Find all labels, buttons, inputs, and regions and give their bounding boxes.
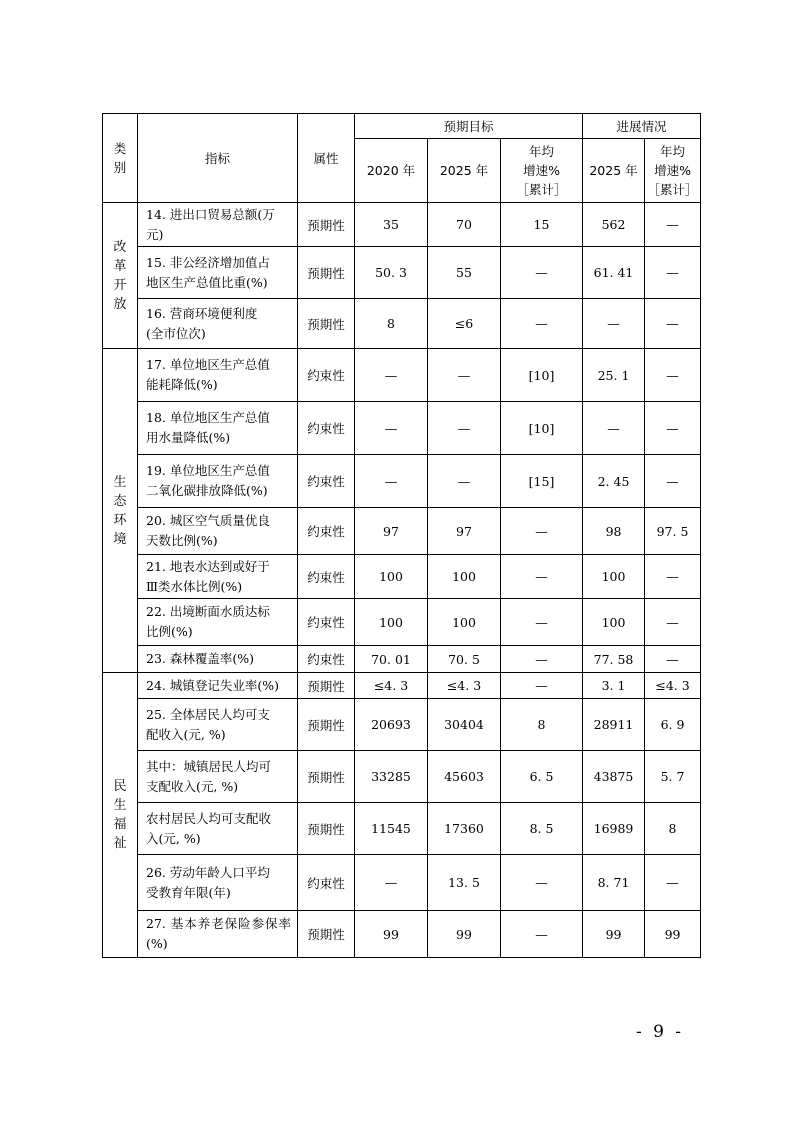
attribute-cell: 约束性: [298, 349, 355, 402]
indicator-name: [138, 247, 298, 299]
avg-growth-cell: —: [501, 299, 583, 349]
indicator-table: [102, 113, 701, 958]
page-number: - 9 -: [635, 1022, 685, 1042]
table-row: [103, 751, 701, 803]
progress-2025-cell: —: [583, 402, 645, 455]
header-category-line: 别: [113, 160, 127, 175]
value-2025-cell: —: [428, 402, 501, 455]
header-line: 年均: [529, 144, 555, 159]
indicator-name-line: 元): [146, 226, 164, 242]
value-2020-cell: 100: [355, 555, 428, 599]
attribute-cell: 约束性: [298, 455, 355, 508]
indicator-name-line: 二氧化碳排放降低(%): [146, 483, 268, 498]
value-2025-cell: ≤6: [428, 299, 501, 349]
table-row: [103, 803, 701, 855]
avg-growth-cell: —: [501, 247, 583, 299]
indicator-name-line: Ⅲ类水体比例(%): [146, 578, 243, 594]
header-2020: 2020 年: [355, 139, 428, 203]
progress-growth-cell: —: [645, 349, 701, 402]
indicator-name-line: 能耗降低(%): [146, 377, 218, 392]
progress-2025-cell: 16989: [583, 803, 645, 855]
attribute-cell: 预期性: [298, 751, 355, 803]
avg-growth-cell: —: [501, 673, 583, 699]
table-row: [103, 203, 701, 247]
indicator-name: [138, 699, 298, 751]
table-row: [103, 455, 701, 508]
value-2020-cell: 33285: [355, 751, 428, 803]
attribute-cell: 预期性: [298, 699, 355, 751]
category-char: 生: [113, 798, 127, 813]
progress-2025-cell: 99: [583, 911, 645, 958]
indicator-name: [138, 203, 298, 247]
indicator-name: [138, 855, 298, 911]
indicator-name-line: 25. 全体居民人均可支: [146, 706, 270, 722]
indicator-name-line: 23. 森林覆盖率(%): [146, 651, 254, 666]
progress-2025-cell: 98: [583, 508, 645, 555]
category-char: 福: [113, 817, 127, 832]
category-char: 态: [113, 493, 127, 509]
category-cell: [103, 673, 138, 958]
table-row: [103, 508, 701, 555]
progress-growth-cell: —: [645, 599, 701, 646]
value-2025-cell: 100: [428, 555, 501, 599]
indicator-name-line: 天数比例(%): [146, 533, 218, 548]
value-2025-cell: 100: [428, 599, 501, 646]
indicator-name-line: (全市位次): [146, 325, 206, 341]
value-2020-cell: ≤4. 3: [355, 673, 428, 699]
value-2025-cell: 99: [428, 911, 501, 958]
avg-growth-cell: [15]: [501, 455, 583, 508]
indicator-name: [138, 508, 298, 555]
indicator-name-line: 入(元, %): [146, 830, 201, 846]
attribute-cell: 预期性: [298, 803, 355, 855]
category-char: 生: [113, 474, 127, 490]
table-row: [103, 646, 701, 673]
header-line: 增速%: [654, 163, 691, 178]
value-2020-cell: 20693: [355, 699, 428, 751]
attribute-cell: 约束性: [298, 646, 355, 673]
progress-growth-cell: —: [645, 203, 701, 247]
indicator-name: [138, 646, 298, 673]
value-2025-cell: 70: [428, 203, 501, 247]
progress-growth-cell: —: [645, 555, 701, 599]
value-2025-cell: 97: [428, 508, 501, 555]
avg-growth-cell: —: [501, 646, 583, 673]
attribute-cell: 预期性: [298, 911, 355, 958]
progress-2025-cell: 77. 58: [583, 646, 645, 673]
table-row: [103, 299, 701, 349]
progress-growth-cell: 97. 5: [645, 508, 701, 555]
avg-growth-cell: —: [501, 508, 583, 555]
indicator-name-line: 比例(%): [146, 624, 193, 639]
indicator-name: [138, 673, 298, 699]
attribute-cell: 预期性: [298, 299, 355, 349]
table-row: [103, 855, 701, 911]
value-2020-cell: 11545: [355, 803, 428, 855]
indicator-name: [138, 402, 298, 455]
header-indicator: 指标: [138, 114, 298, 203]
indicator-name-line: 17. 单位地区生产总值: [146, 357, 270, 372]
attribute-cell: 约束性: [298, 855, 355, 911]
progress-growth-cell: 5. 7: [645, 751, 701, 803]
indicator-name: [138, 751, 298, 803]
category-char: 开: [113, 277, 127, 293]
indicator-name: [138, 349, 298, 402]
indicator-name: [138, 911, 298, 958]
value-2025-cell: 13. 5: [428, 855, 501, 911]
value-2025-cell: —: [428, 349, 501, 402]
indicator-name-line: 27. 基本养老保险参保率(%): [146, 916, 291, 951]
table-row: [103, 247, 701, 299]
indicator-name-line: 16. 营商环境便利度: [146, 305, 258, 321]
progress-growth-cell: —: [645, 455, 701, 508]
avg-growth-cell: [10]: [501, 402, 583, 455]
indicator-name-line: 24. 城镇登记失业率(%): [146, 677, 279, 693]
progress-2025-cell: 2. 45: [583, 455, 645, 508]
indicator-name: [138, 555, 298, 599]
table-row: [103, 599, 701, 646]
indicator-name-line: 19. 单位地区生产总值: [146, 463, 270, 478]
attribute-cell: 约束性: [298, 555, 355, 599]
value-2020-cell: —: [355, 455, 428, 508]
avg-growth-cell: —: [501, 599, 583, 646]
value-2020-cell: —: [355, 855, 428, 911]
progress-growth-cell: —: [645, 247, 701, 299]
avg-growth-cell: 15: [501, 203, 583, 247]
progress-growth-cell: 8: [645, 803, 701, 855]
category-cell: [103, 349, 138, 673]
indicator-name: [138, 455, 298, 508]
table-body: [103, 203, 701, 958]
value-2020-cell: 35: [355, 203, 428, 247]
progress-2025-cell: —: [583, 299, 645, 349]
value-2020-cell: —: [355, 402, 428, 455]
progress-2025-cell: 100: [583, 555, 645, 599]
indicator-name-line: 26. 劳动年龄人口平均: [146, 864, 270, 880]
category-cell: [103, 203, 138, 349]
indicator-name-line: 用水量降低(%): [146, 430, 231, 445]
indicator-name-line: 支配收入(元, %): [146, 778, 239, 794]
progress-growth-cell: 99: [645, 911, 701, 958]
progress-growth-cell: —: [645, 855, 701, 911]
category-char: 革: [113, 258, 127, 274]
header-avg-growth: [501, 139, 583, 203]
indicator-name-line: 配收入(元, %): [146, 726, 226, 742]
progress-2025-cell: 100: [583, 599, 645, 646]
value-2025-cell: ≤4. 3: [428, 673, 501, 699]
progress-2025-cell: 8. 71: [583, 855, 645, 911]
category-char: 境: [113, 531, 127, 547]
avg-growth-cell: 8. 5: [501, 803, 583, 855]
attribute-cell: 预期性: [298, 203, 355, 247]
header-category: [103, 114, 138, 203]
avg-growth-cell: [10]: [501, 349, 583, 402]
progress-2025-cell: 3. 1: [583, 673, 645, 699]
table-row: [103, 349, 701, 402]
value-2020-cell: 99: [355, 911, 428, 958]
category-char: 环: [113, 512, 127, 528]
indicator-name-line: 18. 单位地区生产总值: [146, 410, 270, 425]
header-2025: 2025 年: [428, 139, 501, 203]
attribute-cell: 预期性: [298, 673, 355, 699]
indicator-name: [138, 299, 298, 349]
indicator-name-line: 21. 地表水达到或好于: [146, 558, 270, 574]
indicator-name-line: 14. 进出口贸易总额(万: [146, 206, 275, 222]
value-2020-cell: 50. 3: [355, 247, 428, 299]
header-attribute: 属性: [298, 114, 355, 203]
avg-growth-cell: 6. 5: [501, 751, 583, 803]
indicator-name: [138, 599, 298, 646]
indicator-name-line: 农村居民人均可支配收: [146, 810, 272, 826]
indicator-name: [138, 803, 298, 855]
header-line: 增速%: [523, 163, 560, 178]
value-2025-cell: —: [428, 455, 501, 508]
table-row: [103, 402, 701, 455]
indicator-name-line: 22. 出境断面水质达标: [146, 604, 270, 619]
value-2020-cell: —: [355, 349, 428, 402]
header-category-line: 类: [113, 141, 127, 156]
progress-2025-cell: 25. 1: [583, 349, 645, 402]
header-line: ［累计］: [516, 182, 567, 197]
indicator-name-line: 15. 非公经济增加值占: [146, 254, 270, 270]
avg-growth-cell: —: [501, 911, 583, 958]
table-row: [103, 555, 701, 599]
header-progress-growth: [645, 139, 701, 203]
avg-growth-cell: 8: [501, 699, 583, 751]
value-2020-cell: 8: [355, 299, 428, 349]
progress-growth-cell: —: [645, 299, 701, 349]
header-expected-target: 预期目标: [355, 114, 583, 139]
progress-2025-cell: 61. 41: [583, 247, 645, 299]
header-progress-2025: 2025 年: [583, 139, 645, 203]
category-char: 祉: [113, 836, 127, 851]
table-row: [103, 699, 701, 751]
progress-2025-cell: 28911: [583, 699, 645, 751]
indicator-name-line: 受教育年限(年): [146, 884, 231, 900]
progress-2025-cell: 562: [583, 203, 645, 247]
attribute-cell: 约束性: [298, 599, 355, 646]
indicator-name-line: 20. 城区空气质量优良: [146, 513, 270, 528]
category-char: 放: [113, 296, 127, 312]
value-2025-cell: 70. 5: [428, 646, 501, 673]
value-2025-cell: 30404: [428, 699, 501, 751]
attribute-cell: 约束性: [298, 402, 355, 455]
progress-growth-cell: 6. 9: [645, 699, 701, 751]
indicator-name-line: 其中：城镇居民人均可: [146, 758, 272, 774]
header-progress: 进展情况: [583, 114, 701, 139]
table-row: [103, 911, 701, 958]
header-line: 年均: [660, 144, 686, 159]
progress-growth-cell: —: [645, 646, 701, 673]
category-char: 民: [113, 779, 127, 794]
avg-growth-cell: —: [501, 555, 583, 599]
progress-growth-cell: —: [645, 402, 701, 455]
value-2025-cell: 17360: [428, 803, 501, 855]
avg-growth-cell: —: [501, 855, 583, 911]
table-row: [103, 673, 701, 699]
value-2025-cell: 55: [428, 247, 501, 299]
progress-2025-cell: 43875: [583, 751, 645, 803]
value-2025-cell: 45603: [428, 751, 501, 803]
indicator-name-line: 地区生产总值比重(%): [146, 274, 268, 290]
progress-growth-cell: ≤4. 3: [645, 673, 701, 699]
attribute-cell: 约束性: [298, 508, 355, 555]
value-2020-cell: 70. 01: [355, 646, 428, 673]
attribute-cell: 预期性: [298, 247, 355, 299]
value-2020-cell: 100: [355, 599, 428, 646]
header-line: ［累计］: [647, 182, 698, 197]
category-char: 改: [113, 239, 127, 255]
value-2020-cell: 97: [355, 508, 428, 555]
